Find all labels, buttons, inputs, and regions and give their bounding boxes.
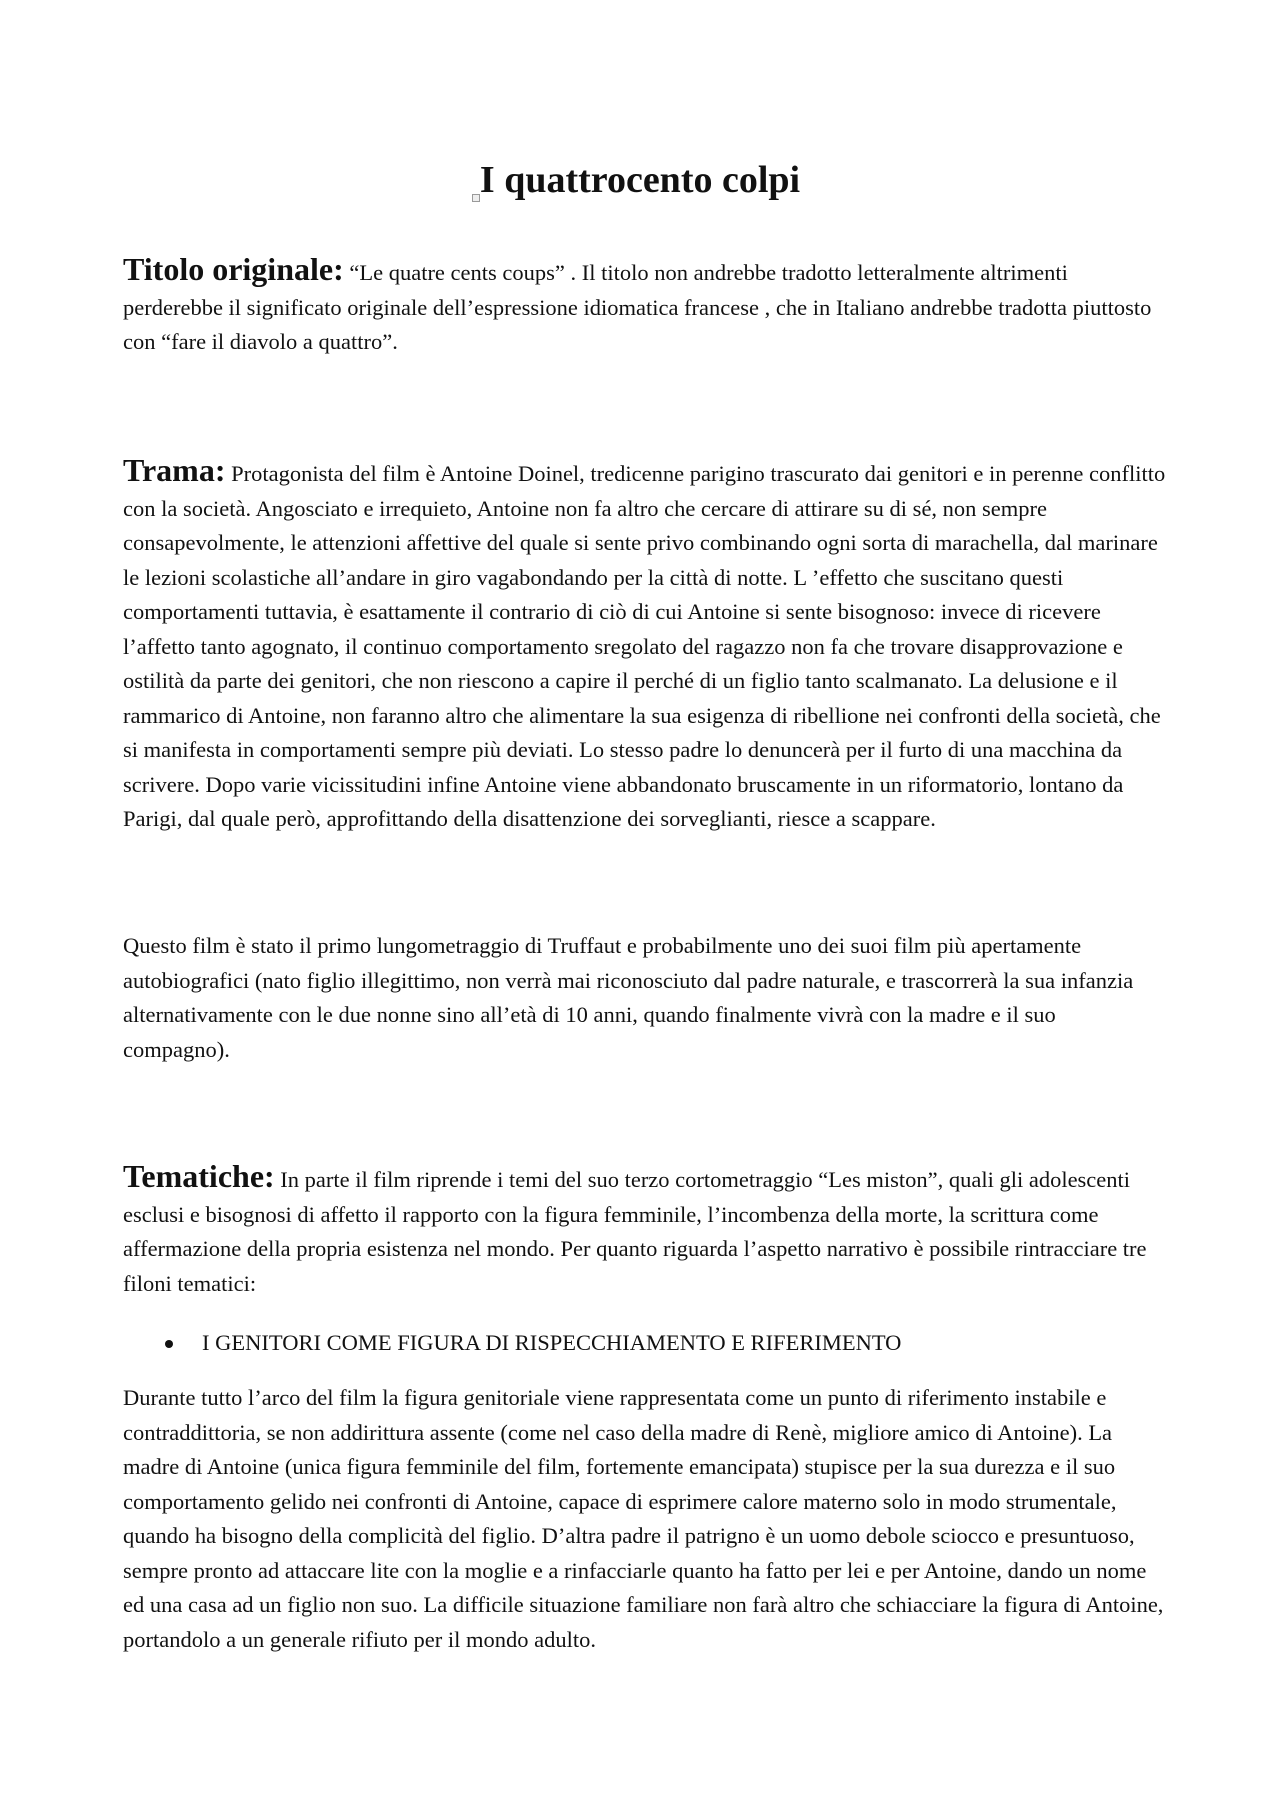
section-text-titolo: “Le quatre cents coups” . Il titolo non andrebbe tradotto letteralmente altrimenti perderebbe il significato originale dell’espressione idiomatica francese , che in Italiano andrebbe tradotta piuttosto con “fare il diavolo a quattro”. bbox=[123, 260, 1152, 354]
bullet-icon bbox=[165, 1340, 173, 1348]
trama-paragraph-2: Questo film è stato il primo lungometraggio di Truffaut e probabilmente uno dei suoi film più apertamente autobiografici (nato figlio illegittimo, non verrà mai riconosciuto dal padre naturale, e trascorrerà la sua infanzia alternativamente con le due nonne sino all’età di 10 anni, quando finalmente vivrà con la madre e il suo compagno). bbox=[123, 933, 1134, 1062]
section-text-trama: Protagonista del film è Antoine Doinel, tredicenne parigino trascurato dai genitori e in perenne conflitto con la società. Angosciato e irrequieto, Antoine non fa altro che cercare di attirare su di sé, non sempre consapevolmente, le attenzioni affettive del quale si sente privo combinando ogni sorta di marachella, dal marinare le lezioni scolastiche all’andare in giro vagabondando per la città di notte. L ’effetto che suscitano questi comportamenti tuttavia, è esattamente il contrario di ciò di cui Antoine si sente bisognoso: invece di ricevere l’affetto tanto agognato, il continuo comportamento sregolato del ragazzo non fa che trovare disapprovazione e ostilità da parte dei genitori, che non riescono a capire il perché di un figlio tanto scalmanato. La delusione e il rammarico di Antoine, non faranno altro che alimentare la sua esigenza di ribellione nei confronti della società, che si manifesta in comportamenti sempre più deviati. Lo stesso padre lo denuncerà per il furto di una macchina da scrivere. Dopo varie vicissitudini infine Antoine viene abbandonato bruscamente in un riformatorio, lontano da Parigi, dal quale però, approfittando della disattenzione dei sorveglianti, riesce a scappare. bbox=[123, 461, 1166, 831]
page-title bbox=[480, 158, 800, 202]
section-trama bbox=[123, 453, 1167, 837]
section-label-tematiche: Tematiche: bbox=[123, 1158, 275, 1194]
title-wrap bbox=[0, 158, 1280, 202]
section-label-trama: Trama: bbox=[123, 452, 226, 488]
section-label-titolo: Titolo originale: bbox=[123, 251, 344, 287]
tematiche-paragraph-2: Durante tutto l’arco del film la figura genitoriale viene rappresentata come un punto di riferimento instabile e contraddittoria, se non addirittura assente (come nel caso della madre di Renè, migliore amico di Antoine). La madre di Antoine (unica figura femminile del film, fortemente emancipata) stupisce per la sua durezza e il suo comportamento gelido nei confronti di Antoine, capace di esprimere calore materno solo in modo strumentale, quando ha bisogno della complicità del figlio. D’altra padre il patrigno è un uomo debole sciocco e presuntuoso, sempre pronto ad attaccare lite con la moglie e a rinfacciarle quanto ha fatto per lei e per Antoine, dando un nome ed una casa ad un figlio non suo. La difficile situazione familiare non farà altro che schiacciare la figura di Antoine, portandolo a un generale rifiuto per il mondo adulto. bbox=[123, 1385, 1164, 1652]
list-item-text: I GENITORI COME FIGURA DI RISPECCHIAMENTO E RIFERIMENTO bbox=[202, 1330, 902, 1355]
section-tematiche bbox=[123, 1159, 1167, 1301]
anchor-icon bbox=[472, 194, 480, 202]
page-title-text: I quattrocento colpi bbox=[479, 159, 801, 201]
section-text-tematiche: In parte il film riprende i temi del suo terzo cortometraggio “Les miston”, quali gli adolescenti esclusi e bisognosi di affetto il rapporto con la figura femminile, l’incombenza della morte, la scrittura come affermazione della propria esistenza nel mondo. Per quanto riguarda l’aspetto narrativo è possibile rintracciare tre filoni tematici: bbox=[123, 1167, 1147, 1296]
section-titolo-originale bbox=[123, 252, 1167, 360]
